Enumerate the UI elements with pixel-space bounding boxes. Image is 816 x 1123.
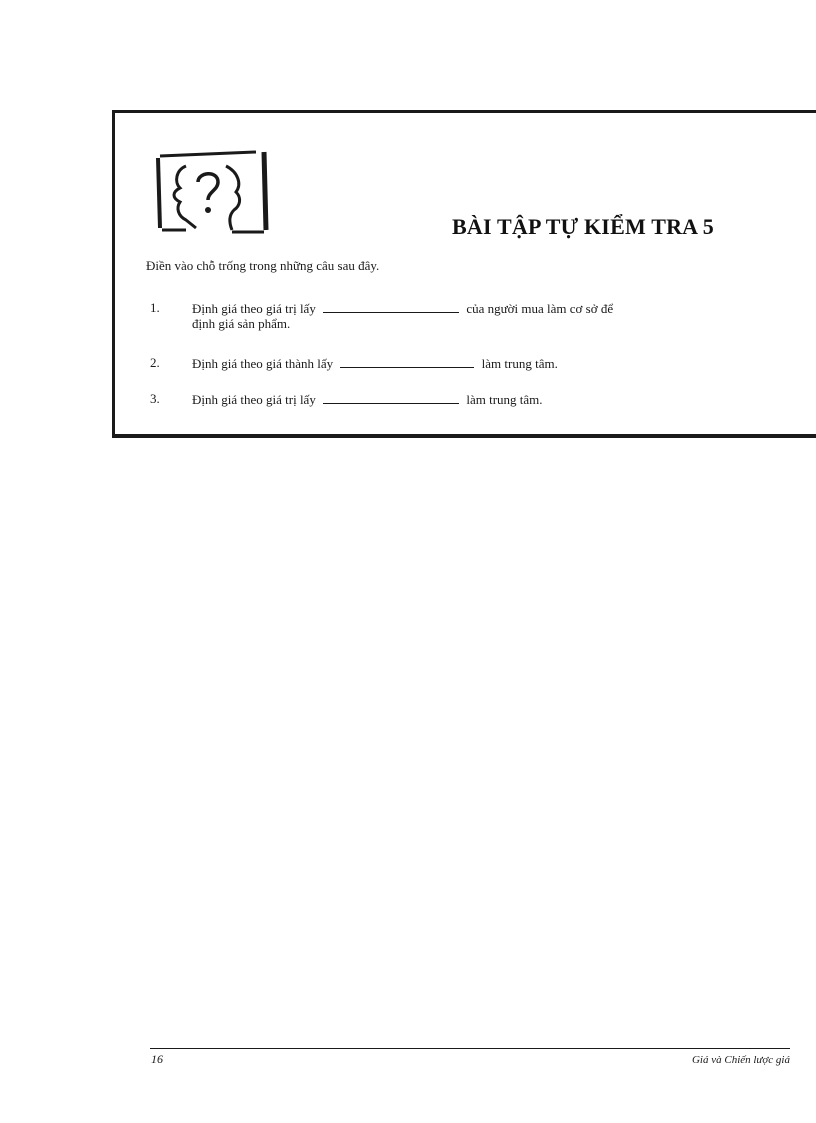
- question-text: [192, 300, 613, 317]
- fill-in-blank[interactable]: [323, 391, 459, 404]
- question-number: 1.: [150, 300, 160, 315]
- fill-in-blank[interactable]: [340, 355, 474, 368]
- question-text-before: Định giá theo giá trị lấy: [192, 301, 316, 316]
- question-text-after: làm trung tâm.: [481, 356, 558, 371]
- exercise-title: BÀI TẬP TỰ KIỂM TRA 5: [452, 214, 714, 239]
- question-number: 3.: [150, 391, 160, 406]
- question-text-before: Định giá theo giá thành lấy: [192, 356, 334, 371]
- question-number: 2.: [150, 355, 160, 370]
- fill-in-blank[interactable]: [323, 300, 459, 313]
- question-text: [192, 391, 543, 408]
- question-text-before: Định giá theo giá trị lấy: [192, 392, 316, 407]
- question-text: [192, 355, 558, 372]
- page-number: 16: [151, 1052, 163, 1066]
- question-text-after: làm trung tâm.: [466, 392, 543, 407]
- exercise-instruction: Điền vào chỗ trống trong những câu sau đây.: [146, 258, 380, 273]
- question-text-after: của người mua làm cơ sở để: [466, 301, 614, 316]
- footer-rule: [150, 1048, 790, 1049]
- question-text-continuation: định giá sản phẩm.: [192, 316, 291, 331]
- running-title: Giá và Chiến lược giá: [691, 1054, 790, 1066]
- question-head-icon: [152, 148, 278, 236]
